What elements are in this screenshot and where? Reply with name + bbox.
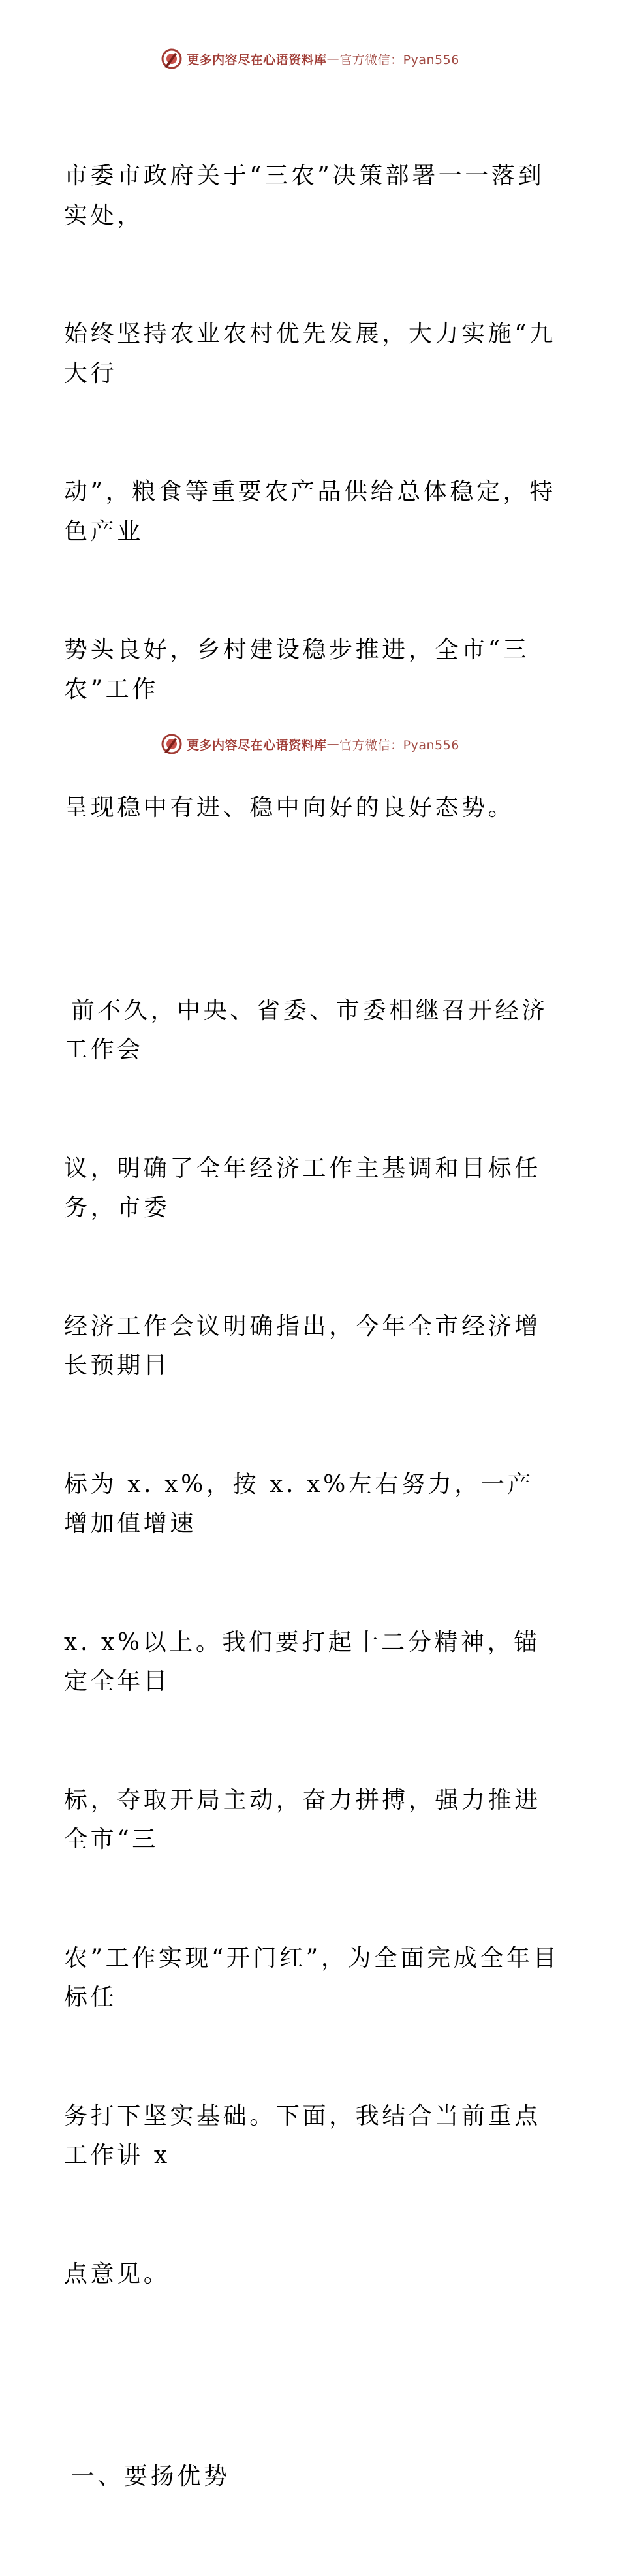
- text-line: 前不久，中央、省委、市委相继召开经济工作会: [64, 997, 548, 1063]
- text-line: 标，夺取开局主动，奋力拼搏，强力推进全市“三: [64, 1786, 541, 1853]
- text-line: 农”工作实现“开门红”，为全面完成全年目标任: [64, 1944, 560, 2011]
- text-line: 标为 x. x%，按 x. x%左右努力，一产增加值增速: [64, 1470, 535, 1537]
- text-line: 经济工作会议明确指出，今年全市经济增长预期目: [64, 1312, 541, 1379]
- watermark-sub-text: 官方微信：Pyan556: [339, 737, 459, 753]
- text-line: 议，明确了全年经济工作主基调和目标任务，市委: [64, 1155, 541, 1221]
- text-line: 始终坚持农业农村优先发展，大力实施“九大行: [64, 320, 556, 387]
- header-watermark: [0, 46, 620, 72]
- text-line: x. x%以上。我们要打起十二分精神，锚定全年目: [64, 1628, 540, 1695]
- quill-logo-icon: [161, 48, 183, 70]
- quill-logo-icon: [161, 733, 183, 755]
- paragraph-1: [64, 78, 560, 907]
- text-line: 务打下坚实基础。下面，我结合当前重点工作讲 x: [64, 2102, 541, 2169]
- text-line: 点意见。: [64, 2260, 170, 2288]
- text-line: 呈现稳中有进、稳中向好的良好态势。: [64, 794, 515, 821]
- text-line: 市委市政府关于“三农”决策部署一一落到实处，: [64, 163, 545, 229]
- text-line: 动”，粮食等重要农产品供给总体稳定，特色产业: [64, 478, 556, 545]
- watermark-sub-text: 官方微信：Pyan556: [339, 52, 459, 67]
- footer-watermark: [0, 731, 620, 757]
- section-heading: [64, 2378, 560, 2576]
- document-body: [64, 78, 560, 2576]
- watermark-main-text: 更多内容尽在心语资料库: [187, 737, 327, 753]
- watermark-main-text: 更多内容尽在心语资料库: [187, 52, 327, 67]
- heading-text: 一、要扬优势: [70, 2463, 230, 2490]
- paragraph-2: [64, 912, 560, 2374]
- watermark-dash: —: [326, 52, 340, 66]
- watermark-dash: —: [326, 737, 340, 751]
- text-line: 势头良好，乡村建设稳步推进，全市“三农”工作: [64, 636, 530, 703]
